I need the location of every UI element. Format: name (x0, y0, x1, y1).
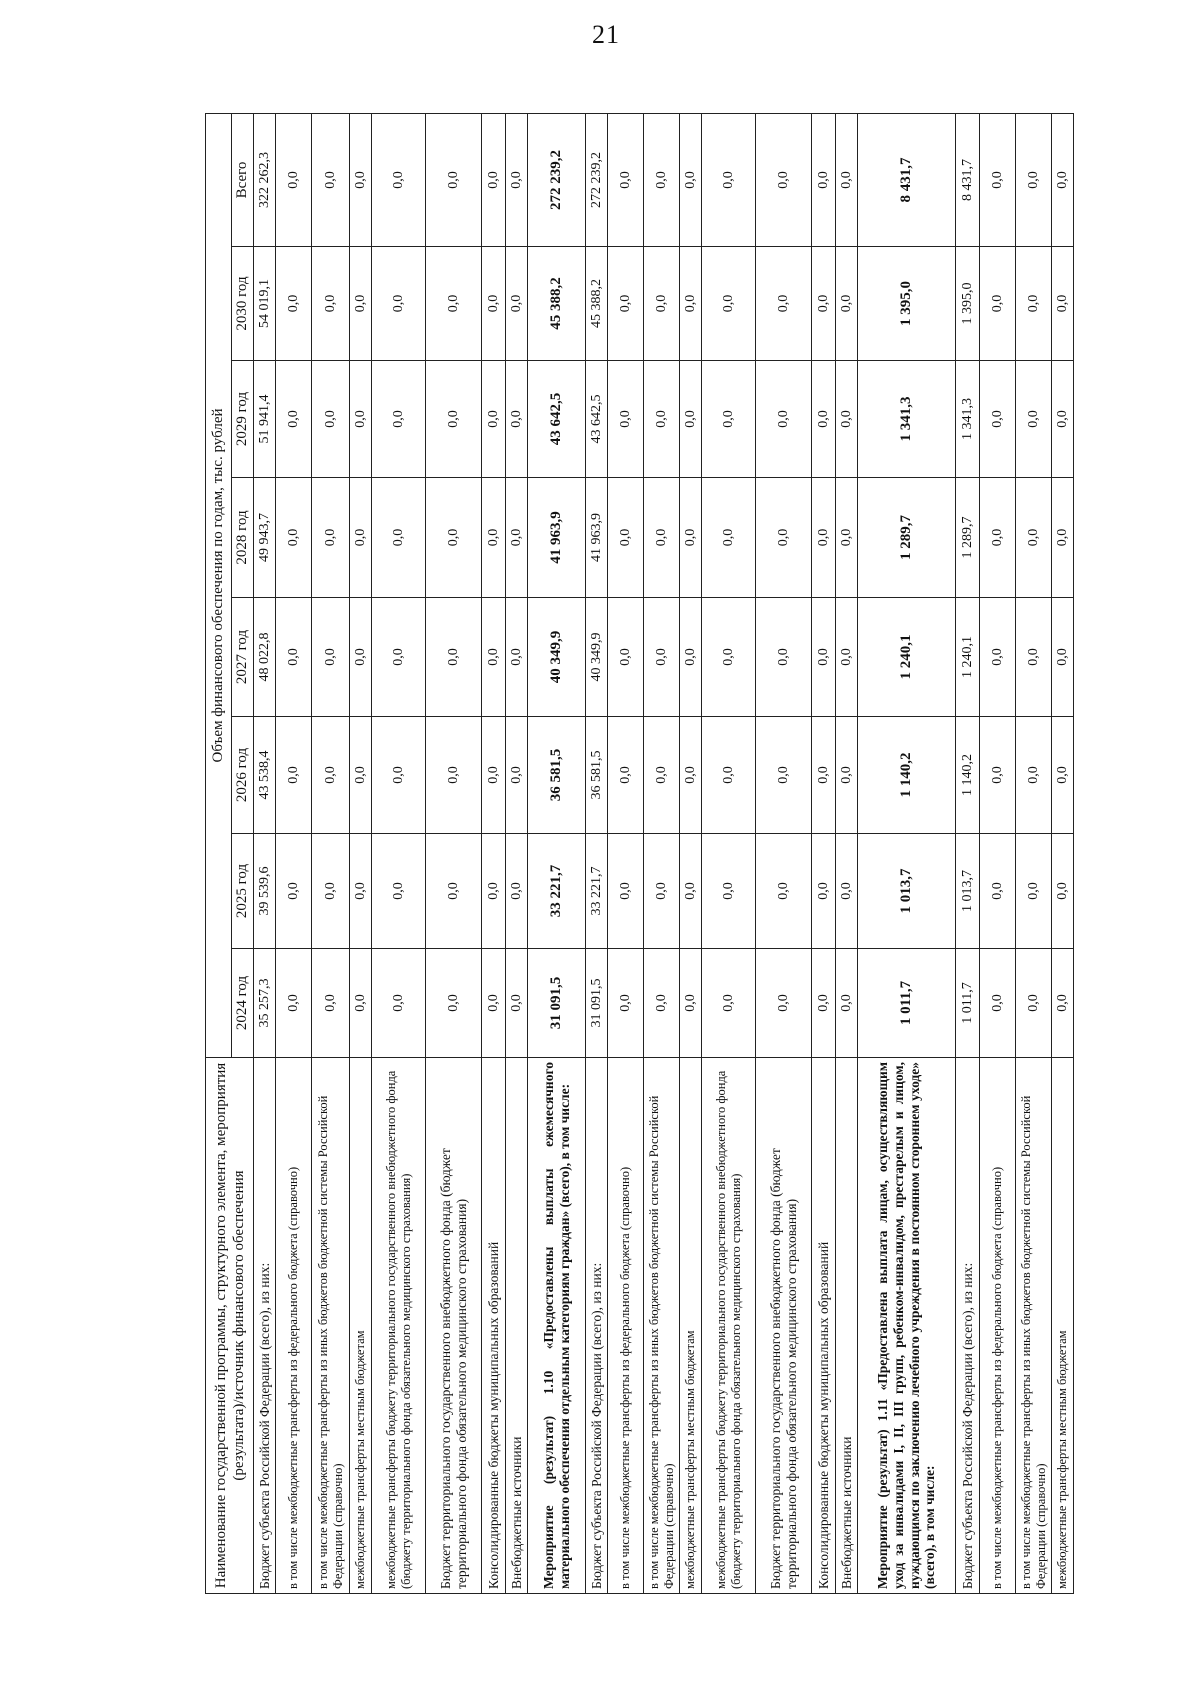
cell-2028: 41 963,9 (528, 478, 586, 598)
cell-2025: 0,0 (608, 834, 644, 949)
row-label: межбюджетные трансферты бюджету территориального государственного внебюджетного фонда (бюджету территориального фонда обязательного медицинского страхования) (702, 1058, 756, 1594)
header-year-2029: 2029 год (232, 361, 254, 478)
cell-2026: 43 538,4 (254, 717, 276, 834)
cell-2026: 0,0 (1016, 717, 1052, 834)
cell-total: 0,0 (372, 113, 426, 246)
cell-2024: 0,0 (372, 949, 426, 1058)
cell-2025: 0,0 (680, 834, 702, 949)
cell-2030: 0,0 (482, 247, 506, 361)
cell-2027: 0,0 (812, 598, 836, 717)
cell-2028: 0,0 (812, 478, 836, 598)
header-year-2024: 2024 год (232, 949, 254, 1058)
cell-2027: 0,0 (836, 598, 858, 717)
cell-2027: 40 349,9 (586, 598, 608, 717)
cell-2025: 1 013,7 (858, 834, 956, 949)
row-label: Бюджет территориального государственного внебюджетного фонда (бюджет территориального фонда обязательного медицинского страхования) (756, 1058, 812, 1594)
row-label: в том числе межбюджетные трансферты из федерального бюджета (справочно) (608, 1058, 644, 1594)
cell-2027: 0,0 (980, 598, 1016, 717)
cell-2030: 1 395,0 (956, 247, 980, 361)
cell-2024: 0,0 (1016, 949, 1052, 1058)
cell-2024: 0,0 (1052, 949, 1074, 1058)
table-row (254, 113, 276, 1593)
cell-2025: 0,0 (426, 834, 482, 949)
table-row (372, 113, 426, 1593)
cell-2027: 0,0 (372, 598, 426, 717)
cell-2028: 41 963,9 (586, 478, 608, 598)
cell-2026: 0,0 (1052, 717, 1074, 834)
cell-2024: 0,0 (644, 949, 680, 1058)
cell-2030: 0,0 (702, 247, 756, 361)
cell-2026: 0,0 (836, 717, 858, 834)
row-label: Бюджет субъекта Российской Федерации (всего), из них: (956, 1058, 980, 1594)
cell-2029: 0,0 (426, 361, 482, 478)
row-label: Бюджет субъекта Российской Федерации (всего), из них: (254, 1058, 276, 1594)
cell-2030: 0,0 (644, 247, 680, 361)
cell-2026: 36 581,5 (586, 717, 608, 834)
cell-2026: 0,0 (312, 717, 350, 834)
cell-2027: 40 349,9 (528, 598, 586, 717)
cell-2030: 0,0 (812, 247, 836, 361)
cell-total: 0,0 (702, 113, 756, 246)
cell-2025: 0,0 (812, 834, 836, 949)
cell-total: 0,0 (276, 113, 312, 246)
cell-2029: 0,0 (276, 361, 312, 478)
cell-2024: 0,0 (812, 949, 836, 1058)
row-label: Консолидированные бюджеты муниципальных образований (482, 1058, 506, 1594)
cell-total: 0,0 (812, 113, 836, 246)
cell-2028: 49 943,7 (254, 478, 276, 598)
cell-2025: 0,0 (980, 834, 1016, 949)
cell-2028: 1 289,7 (858, 478, 956, 598)
cell-2027: 0,0 (644, 598, 680, 717)
cell-2025: 0,0 (756, 834, 812, 949)
cell-2027: 0,0 (482, 598, 506, 717)
header-volume-title: Объем финансового обеспечения по годам, тыс. рублей (206, 113, 232, 1057)
row-label: в том числе межбюджетные трансферты из иных бюджетов бюджетной системы Российской Федерации (справочно) (644, 1058, 680, 1594)
cell-2028: 0,0 (644, 478, 680, 598)
cell-2027: 1 240,1 (956, 598, 980, 717)
table-row (506, 113, 528, 1593)
cell-2025: 0,0 (506, 834, 528, 949)
cell-2026: 36 581,5 (528, 717, 586, 834)
cell-total: 322 262,3 (254, 113, 276, 246)
cell-2030: 0,0 (506, 247, 528, 361)
cell-2029: 0,0 (312, 361, 350, 478)
cell-2024: 0,0 (680, 949, 702, 1058)
cell-2024: 31 091,5 (528, 949, 586, 1058)
cell-2025: 0,0 (644, 834, 680, 949)
cell-2024: 0,0 (506, 949, 528, 1058)
cell-2029: 1 341,3 (956, 361, 980, 478)
cell-2025: 33 221,7 (528, 834, 586, 949)
cell-2027: 0,0 (1052, 598, 1074, 717)
header-total: Всего (232, 113, 254, 246)
table-row (956, 113, 980, 1593)
cell-2025: 0,0 (482, 834, 506, 949)
cell-2026: 0,0 (608, 717, 644, 834)
cell-2030: 54 019,1 (254, 247, 276, 361)
cell-2026: 0,0 (980, 717, 1016, 834)
cell-2030: 0,0 (836, 247, 858, 361)
cell-2029: 0,0 (1016, 361, 1052, 478)
table-row (644, 113, 680, 1593)
cell-total: 0,0 (980, 113, 1016, 246)
cell-2028: 0,0 (312, 478, 350, 598)
cell-2030: 0,0 (426, 247, 482, 361)
table-row (756, 113, 812, 1593)
cell-2030: 0,0 (680, 247, 702, 361)
cell-2029: 0,0 (506, 361, 528, 478)
row-label: в том числе межбюджетные трансферты из федерального бюджета (справочно) (276, 1058, 312, 1594)
row-label: межбюджетные трансферты местным бюджетам (350, 1058, 372, 1594)
cell-2026: 0,0 (426, 717, 482, 834)
cell-2026: 0,0 (680, 717, 702, 834)
table-row (312, 113, 350, 1593)
cell-2025: 33 221,7 (586, 834, 608, 949)
cell-2025: 39 539,6 (254, 834, 276, 949)
cell-2027: 0,0 (680, 598, 702, 717)
cell-2028: 0,0 (372, 478, 426, 598)
cell-2024: 0,0 (756, 949, 812, 1058)
table-row (980, 113, 1016, 1593)
cell-2029: 0,0 (812, 361, 836, 478)
cell-2029: 0,0 (482, 361, 506, 478)
row-label: в том числе межбюджетные трансферты из федерального бюджета (справочно) (980, 1058, 1016, 1594)
cell-total: 0,0 (1016, 113, 1052, 246)
cell-2026: 1 140,2 (956, 717, 980, 834)
cell-2030: 0,0 (350, 247, 372, 361)
table-row (836, 113, 858, 1593)
cell-2029: 0,0 (680, 361, 702, 478)
table-row (812, 113, 836, 1593)
cell-2024: 1 011,7 (956, 949, 980, 1058)
cell-total: 0,0 (426, 113, 482, 246)
header-year-2030: 2030 год (232, 247, 254, 361)
row-label: Мероприятие (результат) 1.11 «Предоставлена выплата лицам, осуществляющим уход за инвалидами I, II, III групп, ребенком-инвалидом, престарелым и лицом, нуждающимся по заключению лечебного учреждения в постоянном стороннем уходе» (всего), в том числе: (858, 1058, 956, 1594)
cell-2024: 0,0 (276, 949, 312, 1058)
header-year-2027: 2027 год (232, 598, 254, 717)
cell-2029: 43 642,5 (528, 361, 586, 478)
cell-2029: 0,0 (702, 361, 756, 478)
table-row-event (858, 113, 956, 1593)
cell-total: 0,0 (1052, 113, 1074, 246)
cell-2029: 0,0 (980, 361, 1016, 478)
cell-total: 0,0 (836, 113, 858, 246)
cell-2026: 0,0 (756, 717, 812, 834)
cell-2024: 0,0 (312, 949, 350, 1058)
row-label: Консолидированные бюджеты муниципальных образований (812, 1058, 836, 1594)
cell-2028: 0,0 (1052, 478, 1074, 598)
cell-total: 0,0 (506, 113, 528, 246)
header-name-column: Наименование государственной программы, структурного элемента, мероприятия (результата)/источник финансового обеспечения (206, 1058, 254, 1594)
cell-total: 0,0 (608, 113, 644, 246)
cell-2028: 0,0 (506, 478, 528, 598)
cell-2024: 0,0 (350, 949, 372, 1058)
table-row (350, 113, 372, 1593)
table-row (276, 113, 312, 1593)
cell-2028: 0,0 (426, 478, 482, 598)
cell-2029: 0,0 (836, 361, 858, 478)
cell-total: 8 431,7 (956, 113, 980, 246)
cell-total: 0,0 (756, 113, 812, 246)
cell-2027: 1 240,1 (858, 598, 956, 717)
table-row (680, 113, 702, 1593)
cell-2026: 0,0 (482, 717, 506, 834)
cell-2029: 0,0 (372, 361, 426, 478)
cell-2030: 0,0 (372, 247, 426, 361)
cell-2024: 35 257,3 (254, 949, 276, 1058)
table-row (1052, 113, 1074, 1593)
cell-2030: 0,0 (756, 247, 812, 361)
cell-2030: 0,0 (980, 247, 1016, 361)
table-row (702, 113, 756, 1593)
cell-2025: 0,0 (312, 834, 350, 949)
cell-2026: 0,0 (276, 717, 312, 834)
cell-2026: 0,0 (372, 717, 426, 834)
cell-total: 8 431,7 (858, 113, 956, 246)
row-label: в том числе межбюджетные трансферты из иных бюджетов бюджетной системы Российской Федерации (справочно) (1016, 1058, 1052, 1594)
cell-2028: 0,0 (836, 478, 858, 598)
row-label: Внебюджетные источники (506, 1058, 528, 1594)
cell-2026: 1 140,2 (858, 717, 956, 834)
cell-2029: 1 341,3 (858, 361, 956, 478)
cell-total: 0,0 (644, 113, 680, 246)
cell-2025: 0,0 (372, 834, 426, 949)
cell-2029: 0,0 (756, 361, 812, 478)
cell-total: 0,0 (350, 113, 372, 246)
cell-2030: 0,0 (608, 247, 644, 361)
cell-2026: 0,0 (702, 717, 756, 834)
table-row (1016, 113, 1052, 1593)
cell-2028: 0,0 (608, 478, 644, 598)
row-label: Бюджет территориального государственного внебюджетного фонда (бюджет территориального фонда обязательного медицинского страхования) (426, 1058, 482, 1594)
cell-2027: 0,0 (426, 598, 482, 717)
cell-2029: 43 642,5 (586, 361, 608, 478)
cell-2025: 0,0 (836, 834, 858, 949)
page-number: 21 (592, 20, 620, 49)
cell-2024: 0,0 (482, 949, 506, 1058)
cell-2029: 51 941,4 (254, 361, 276, 478)
cell-2030: 45 388,2 (528, 247, 586, 361)
cell-2030: 0,0 (312, 247, 350, 361)
cell-2024: 0,0 (426, 949, 482, 1058)
table-row-event (528, 113, 586, 1593)
row-label: в том числе межбюджетные трансферты из иных бюджетов бюджетной системы Российской Федерации (справочно) (312, 1058, 350, 1594)
cell-2029: 0,0 (608, 361, 644, 478)
header-year-2026: 2026 год (232, 717, 254, 834)
cell-2028: 0,0 (482, 478, 506, 598)
cell-2026: 0,0 (644, 717, 680, 834)
cell-2025: 0,0 (350, 834, 372, 949)
cell-2029: 0,0 (1052, 361, 1074, 478)
header-year-2025: 2025 год (232, 834, 254, 949)
cell-2030: 45 388,2 (586, 247, 608, 361)
cell-2028: 0,0 (980, 478, 1016, 598)
cell-2030: 0,0 (1016, 247, 1052, 361)
financing-table (205, 113, 1074, 1594)
cell-2024: 0,0 (702, 949, 756, 1058)
cell-2028: 0,0 (276, 478, 312, 598)
cell-2025: 0,0 (702, 834, 756, 949)
cell-total: 0,0 (312, 113, 350, 246)
cell-2030: 0,0 (276, 247, 312, 361)
cell-2026: 0,0 (350, 717, 372, 834)
cell-2024: 0,0 (608, 949, 644, 1058)
cell-2026: 0,0 (506, 717, 528, 834)
cell-2025: 0,0 (1052, 834, 1074, 949)
cell-2027: 0,0 (276, 598, 312, 717)
row-label: Внебюджетные источники (836, 1058, 858, 1594)
cell-2024: 0,0 (980, 949, 1016, 1058)
cell-total: 272 239,2 (586, 113, 608, 246)
cell-2030: 1 395,0 (858, 247, 956, 361)
cell-2025: 1 013,7 (956, 834, 980, 949)
cell-2024: 1 011,7 (858, 949, 956, 1058)
table-body (254, 113, 1074, 1593)
cell-2028: 0,0 (680, 478, 702, 598)
cell-2026: 0,0 (812, 717, 836, 834)
cell-2027: 0,0 (1016, 598, 1052, 717)
cell-2027: 0,0 (350, 598, 372, 717)
cell-2028: 0,0 (702, 478, 756, 598)
rotated-table-container (205, 114, 1070, 1594)
cell-2027: 0,0 (702, 598, 756, 717)
table-row (586, 113, 608, 1593)
cell-2027: 0,0 (506, 598, 528, 717)
table-row (482, 113, 506, 1593)
cell-2025: 0,0 (1016, 834, 1052, 949)
row-label: Мероприятие (результат) 1.10 «Предоставлены выплаты ежемесячного материального обеспечения отдельным категориям граждан» (всего), в том числе: (528, 1058, 586, 1594)
cell-total: 0,0 (482, 113, 506, 246)
cell-2028: 0,0 (1016, 478, 1052, 598)
cell-2030: 0,0 (1052, 247, 1074, 361)
cell-2027: 0,0 (312, 598, 350, 717)
cell-2024: 31 091,5 (586, 949, 608, 1058)
header-year-2028: 2028 год (232, 478, 254, 598)
cell-total: 0,0 (680, 113, 702, 246)
cell-2027: 0,0 (608, 598, 644, 717)
cell-2029: 0,0 (350, 361, 372, 478)
cell-2024: 0,0 (836, 949, 858, 1058)
cell-2025: 0,0 (276, 834, 312, 949)
row-label: межбюджетные трансферты местным бюджетам (1052, 1058, 1074, 1594)
row-label: межбюджетные трансферты бюджету территориального государственного внебюджетного фонда (бюджету территориального фонда обязательного медицинского страхования) (372, 1058, 426, 1594)
cell-2028: 0,0 (350, 478, 372, 598)
cell-2028: 1 289,7 (956, 478, 980, 598)
cell-total: 272 239,2 (528, 113, 586, 246)
row-label: Бюджет субъекта Российской Федерации (всего), из них: (586, 1058, 608, 1594)
row-label: межбюджетные трансферты местным бюджетам (680, 1058, 702, 1594)
cell-2027: 0,0 (756, 598, 812, 717)
table-row (608, 113, 644, 1593)
table-row (426, 113, 482, 1593)
cell-2029: 0,0 (644, 361, 680, 478)
cell-2028: 0,0 (756, 478, 812, 598)
cell-2027: 48 022,8 (254, 598, 276, 717)
